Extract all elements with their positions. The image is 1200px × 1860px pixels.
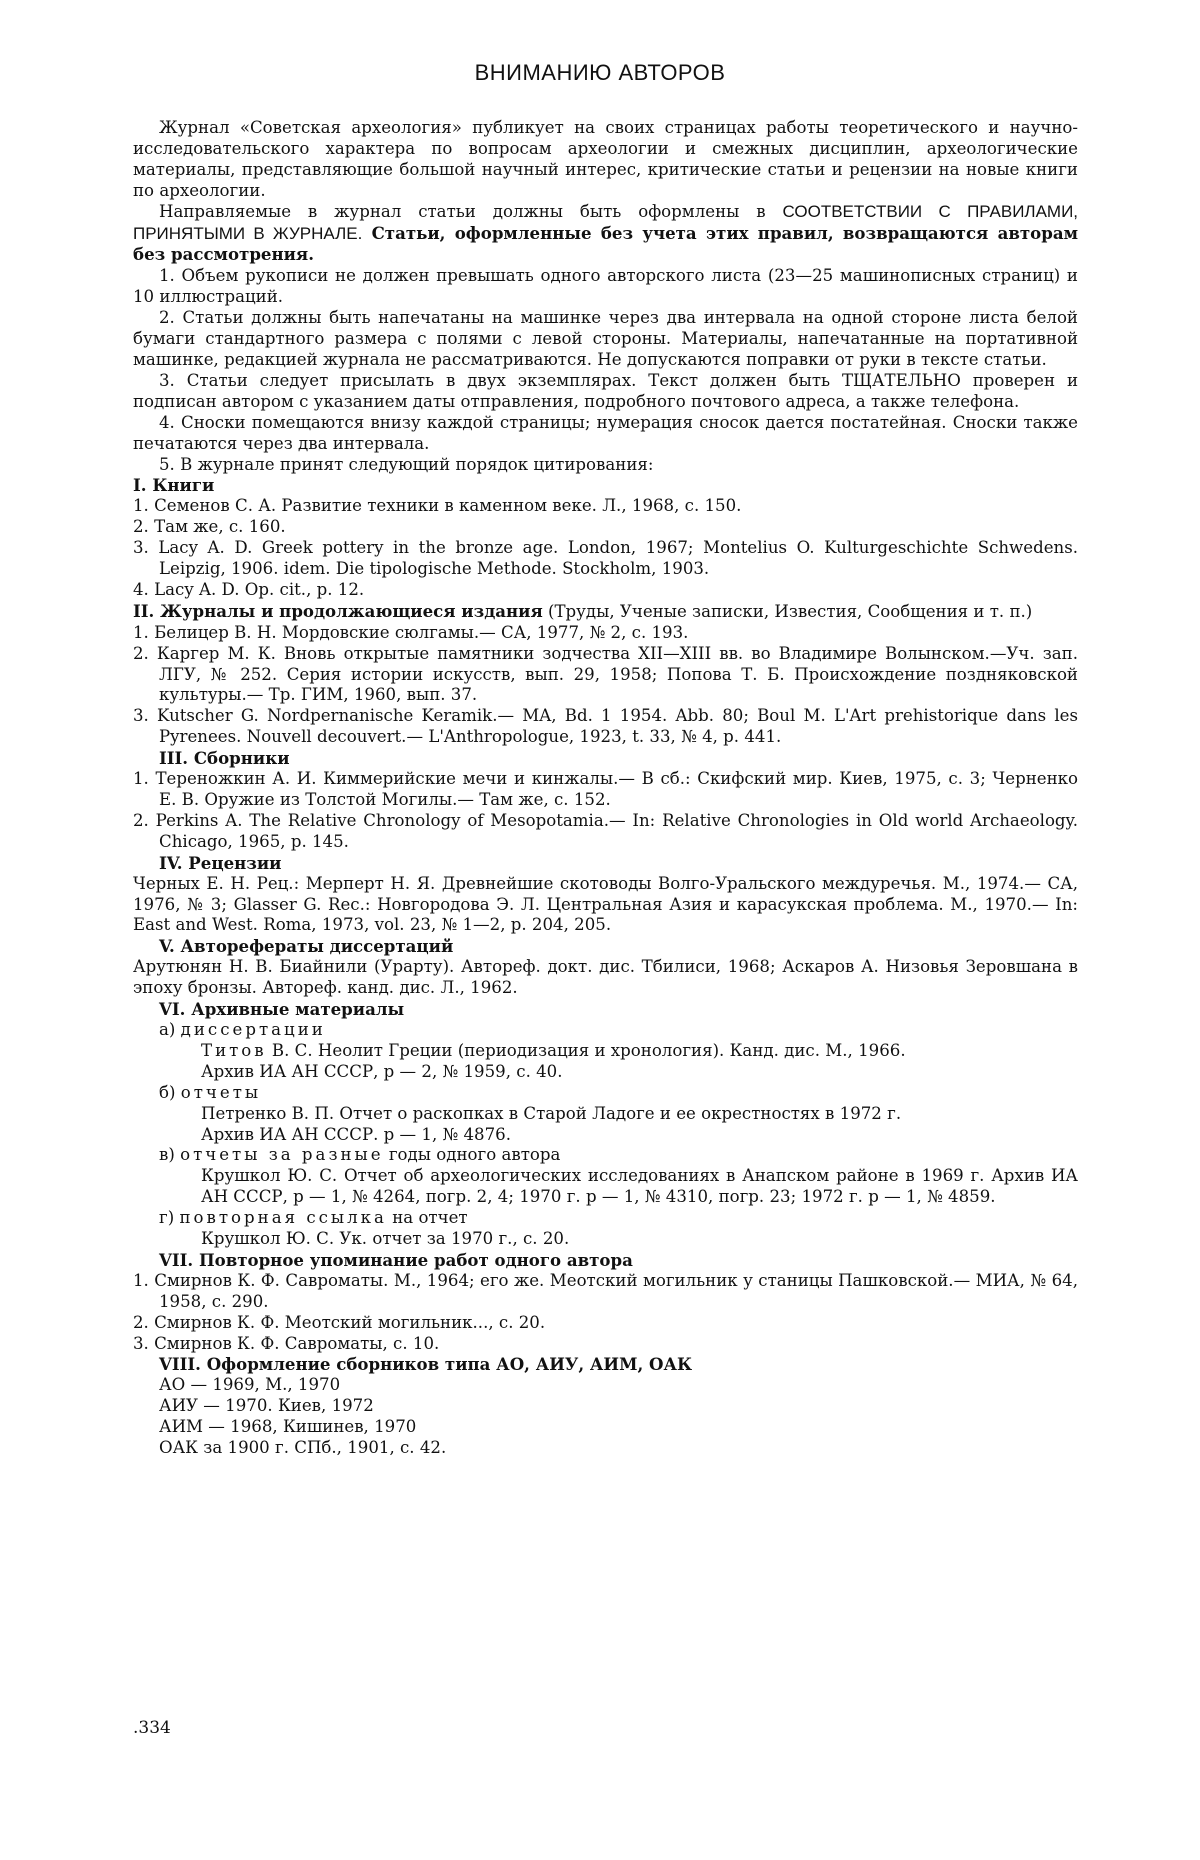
intro-paragraph: Журнал «Советская археология» публикует на своих страницах работы теоретического и научно-исследовательского характера по вопросам археологии и смежных дисциплин, археологические материалы, представляющие большой научный интерес, критические статьи и рецензии на новые книги по археологии. bbox=[133, 118, 1078, 200]
list-item: 1. Тереножкин А. И. Киммерийские мечи и кинжалы.— В сб.: Скифский мир. Киев, 1975, с. 3; Черненко Е. В. Оружие из Толстой Могилы.— Там же, с. 152. bbox=[133, 769, 1078, 809]
archive-type: диссертации bbox=[180, 1019, 326, 1039]
intro-caps-text: СООТВЕТСТВИИ С ПРАВИЛАМИ, ПРИНЯТЫМИ В ЖУРНАЛЕ. bbox=[133, 201, 1079, 243]
section-heading: VIII. Оформление сборников типа АО, АИУ, АИМ, ОАК bbox=[159, 1354, 693, 1375]
archive-type: отчеты за разные bbox=[180, 1145, 384, 1165]
archive-type: повторная ссылка bbox=[179, 1208, 387, 1228]
list-item: 3. Смирнов К. Ф. Савроматы, с. 10. bbox=[133, 1333, 440, 1353]
archive-line: Архив ИА АН СССР. р — 1, № 4876. bbox=[201, 1124, 512, 1144]
section-heading: III. Сборники bbox=[159, 748, 290, 769]
archive-subheading bbox=[133, 1020, 1078, 1041]
list-item: АИУ — 1970. Киев, 1972 bbox=[159, 1396, 374, 1416]
section-text: Черных Е. Н. Рец.: Мерперт Н. Я. Древнейшие скотоводы Волго-Уральского междуречья. М., 1974.— СА, 1976, № 3; Glasser G. Rec.: Новгородова Э. Л. Центральная Азия и карасукская проблема. М., 1970.— In: East and West. Roma, 1973, vol. 23, № 1—2, p. 204, 205. bbox=[133, 873, 1078, 935]
rule-item: 5. В журнале принят следующий порядок цитирования: bbox=[159, 454, 654, 474]
section-heading: V. Автореферaты диссертаций bbox=[159, 936, 454, 957]
archive-label: а) bbox=[159, 1019, 181, 1039]
section-heading-line bbox=[133, 601, 1078, 623]
intro-text: Направляемые в журнал статьи должны быть оформлены в bbox=[159, 201, 783, 221]
list-item: АИМ — 1968, Кишинев, 1970 bbox=[159, 1417, 417, 1437]
author-spaced: Титов bbox=[201, 1040, 267, 1060]
article-body bbox=[133, 118, 1078, 1459]
list-item: 2. Там же, с. 160. bbox=[133, 517, 286, 537]
list-item: 1. Семенов С. А. Развитие техники в каменном веке. Л., 1968, с. 150. bbox=[133, 496, 742, 516]
page-number: .334 bbox=[133, 1718, 171, 1738]
list-item: 3. Kutscher G. Nordpernanische Keramik.— MA, Bd. 1 1954. Abb. 80; Boul M. L'Art prehistorique dans les Pyrenees. Nouvell decouvert.— L'Anthropologue, 1923, t. 33, № 4, p. 441. bbox=[133, 706, 1078, 747]
archive-line-rest: В. С. Неолит Греции (периодизация и хронология). Канд. дис. М., 1966. bbox=[266, 1040, 906, 1060]
section-text: Арутюнян Н. В. Биайнили (Урарту). Автореф. докт. дис. Тбилиси, 1968; Аскаров А. Низовья Зеровшана в эпоху бронзы. Автореф. канд. дис. Л., 1962. bbox=[133, 957, 1078, 998]
list-item: ОАК за 1900 г. СПб., 1901, с. 42. bbox=[159, 1438, 447, 1458]
page-title: ВНИМАНИЮ АВТОРОВ bbox=[474, 60, 726, 85]
archive-line: Крушкол Ю. С. Ук. отчет за 1970 г., с. 20. bbox=[201, 1229, 570, 1249]
archive-line: Крушкол Ю. С. Отчет об археологических исследованиях в Анапском районе в 1969 г. Архив ИА АН СССР, р — 1, № 4264, погр. 2, 4; 1970 г. р — 1, № 4310, погр. 23; 1972 г. р — 1, № 4859. bbox=[201, 1166, 1078, 1207]
archive-label: г) bbox=[159, 1208, 180, 1228]
list-item: 3. Lacy A. D. Greek pottery in the bronze age. London, 1967; Montelius O. Kulturgeschichte Schwedens. Leipzig, 1906. idem. Die tipologische Methode. Stockholm, 1903. bbox=[133, 538, 1078, 579]
intro-paragraph-rules bbox=[133, 202, 1078, 267]
archive-type: отчеты bbox=[180, 1082, 262, 1102]
rule-item: 2. Статьи должны быть напечатаны на машинке через два интервала на одной стороне листа белой бумаги стандартного размера с полями с левой стороны. Материалы, напечатанные на портативной машинке, редакцией журнала не рассматриваются. Не допускаются поправки от руки в тексте статьи. bbox=[133, 308, 1078, 369]
list-item: 1. Белицер В. Н. Мордовские сюлгамы.— СА, 1977, № 2, с. 193. bbox=[133, 622, 689, 642]
list-item: 1. Смирнов К. Ф. Савроматы. М., 1964; его же. Меотский могильник у станицы Пашковской.— МИА, № 64, 1958, с. 290. bbox=[133, 1270, 1078, 1311]
archive-subheading bbox=[133, 1208, 1078, 1229]
archive-subheading bbox=[133, 1145, 1078, 1166]
rule-item: 3. Статьи следует присылать в двух экземплярах. Текст должен быть ТЩАТЕЛЬНО проверен и подписан автором с указанием даты отправления, подробного почтового адреса, а также телефона. bbox=[133, 370, 1078, 411]
archive-label: б) bbox=[159, 1082, 181, 1102]
section-heading: VII. Повторное упоминание работ одного автора bbox=[159, 1249, 633, 1270]
archive-line: Архив ИА АН СССР, р — 2, № 1959, с. 40. bbox=[201, 1061, 563, 1081]
list-item: 2. Perkins A. The Relative Chronology of Mesopotamia.— In: Relative Chronologies in Old world Archaeology. Chicago, 1965, p. 145. bbox=[133, 810, 1078, 851]
archive-type-rest: годы одного автора bbox=[383, 1145, 561, 1165]
list-item: АО — 1969, М., 1970 bbox=[159, 1375, 341, 1395]
archive-line: Петренко В. П. Отчет о раскопках в Старой Ладоге и ее окрестностях в 1972 г. bbox=[201, 1103, 902, 1123]
section-heading: II. Журналы и продолжающиеся издания bbox=[133, 600, 543, 621]
intro-bold-text: Статьи, оформленные без учета этих правил, возвращаются авторам без рассмотрения. bbox=[133, 222, 1078, 265]
section-heading: IV. Рецензии bbox=[159, 852, 282, 873]
section-heading: VI. Архивные материалы bbox=[159, 999, 405, 1020]
rule-item: 4. Сноски помещаются внизу каждой страницы; нумерация сносок дается постатейная. Сноски также печатаются через два интервала. bbox=[133, 412, 1078, 453]
list-item: 2. Смирнов К. Ф. Меотский могильник..., с. 20. bbox=[133, 1312, 546, 1332]
archive-subheading bbox=[133, 1083, 1078, 1104]
list-item: 4. Lacy A. D. Op. cit., p. 12. bbox=[133, 579, 365, 599]
archive-line bbox=[133, 1041, 1078, 1062]
archive-label: в) bbox=[159, 1145, 181, 1165]
list-item: 2. Каргер М. К. Вновь открытые памятники зодчества XII—XIII вв. во Владимире Волынском.—Уч. зап. ЛГУ, № 252. Серия истории искусств, вып. 29, 1958; Попова Т. Б. Происхождение поздняковской культуры.— Тр. ГИМ, 1960, вып. 37. bbox=[133, 643, 1078, 705]
section-heading-note: (Труды, Ученые записки, Известия, Сообщения и т. п.) bbox=[542, 601, 1033, 621]
archive-type-rest: на отчет bbox=[386, 1208, 468, 1228]
rule-item: 1. Объем рукописи не должен превышать одного авторского листа (23—25 машинописных страниц) и 10 иллюстраций. bbox=[133, 266, 1078, 307]
section-heading: I. Книги bbox=[133, 475, 215, 496]
